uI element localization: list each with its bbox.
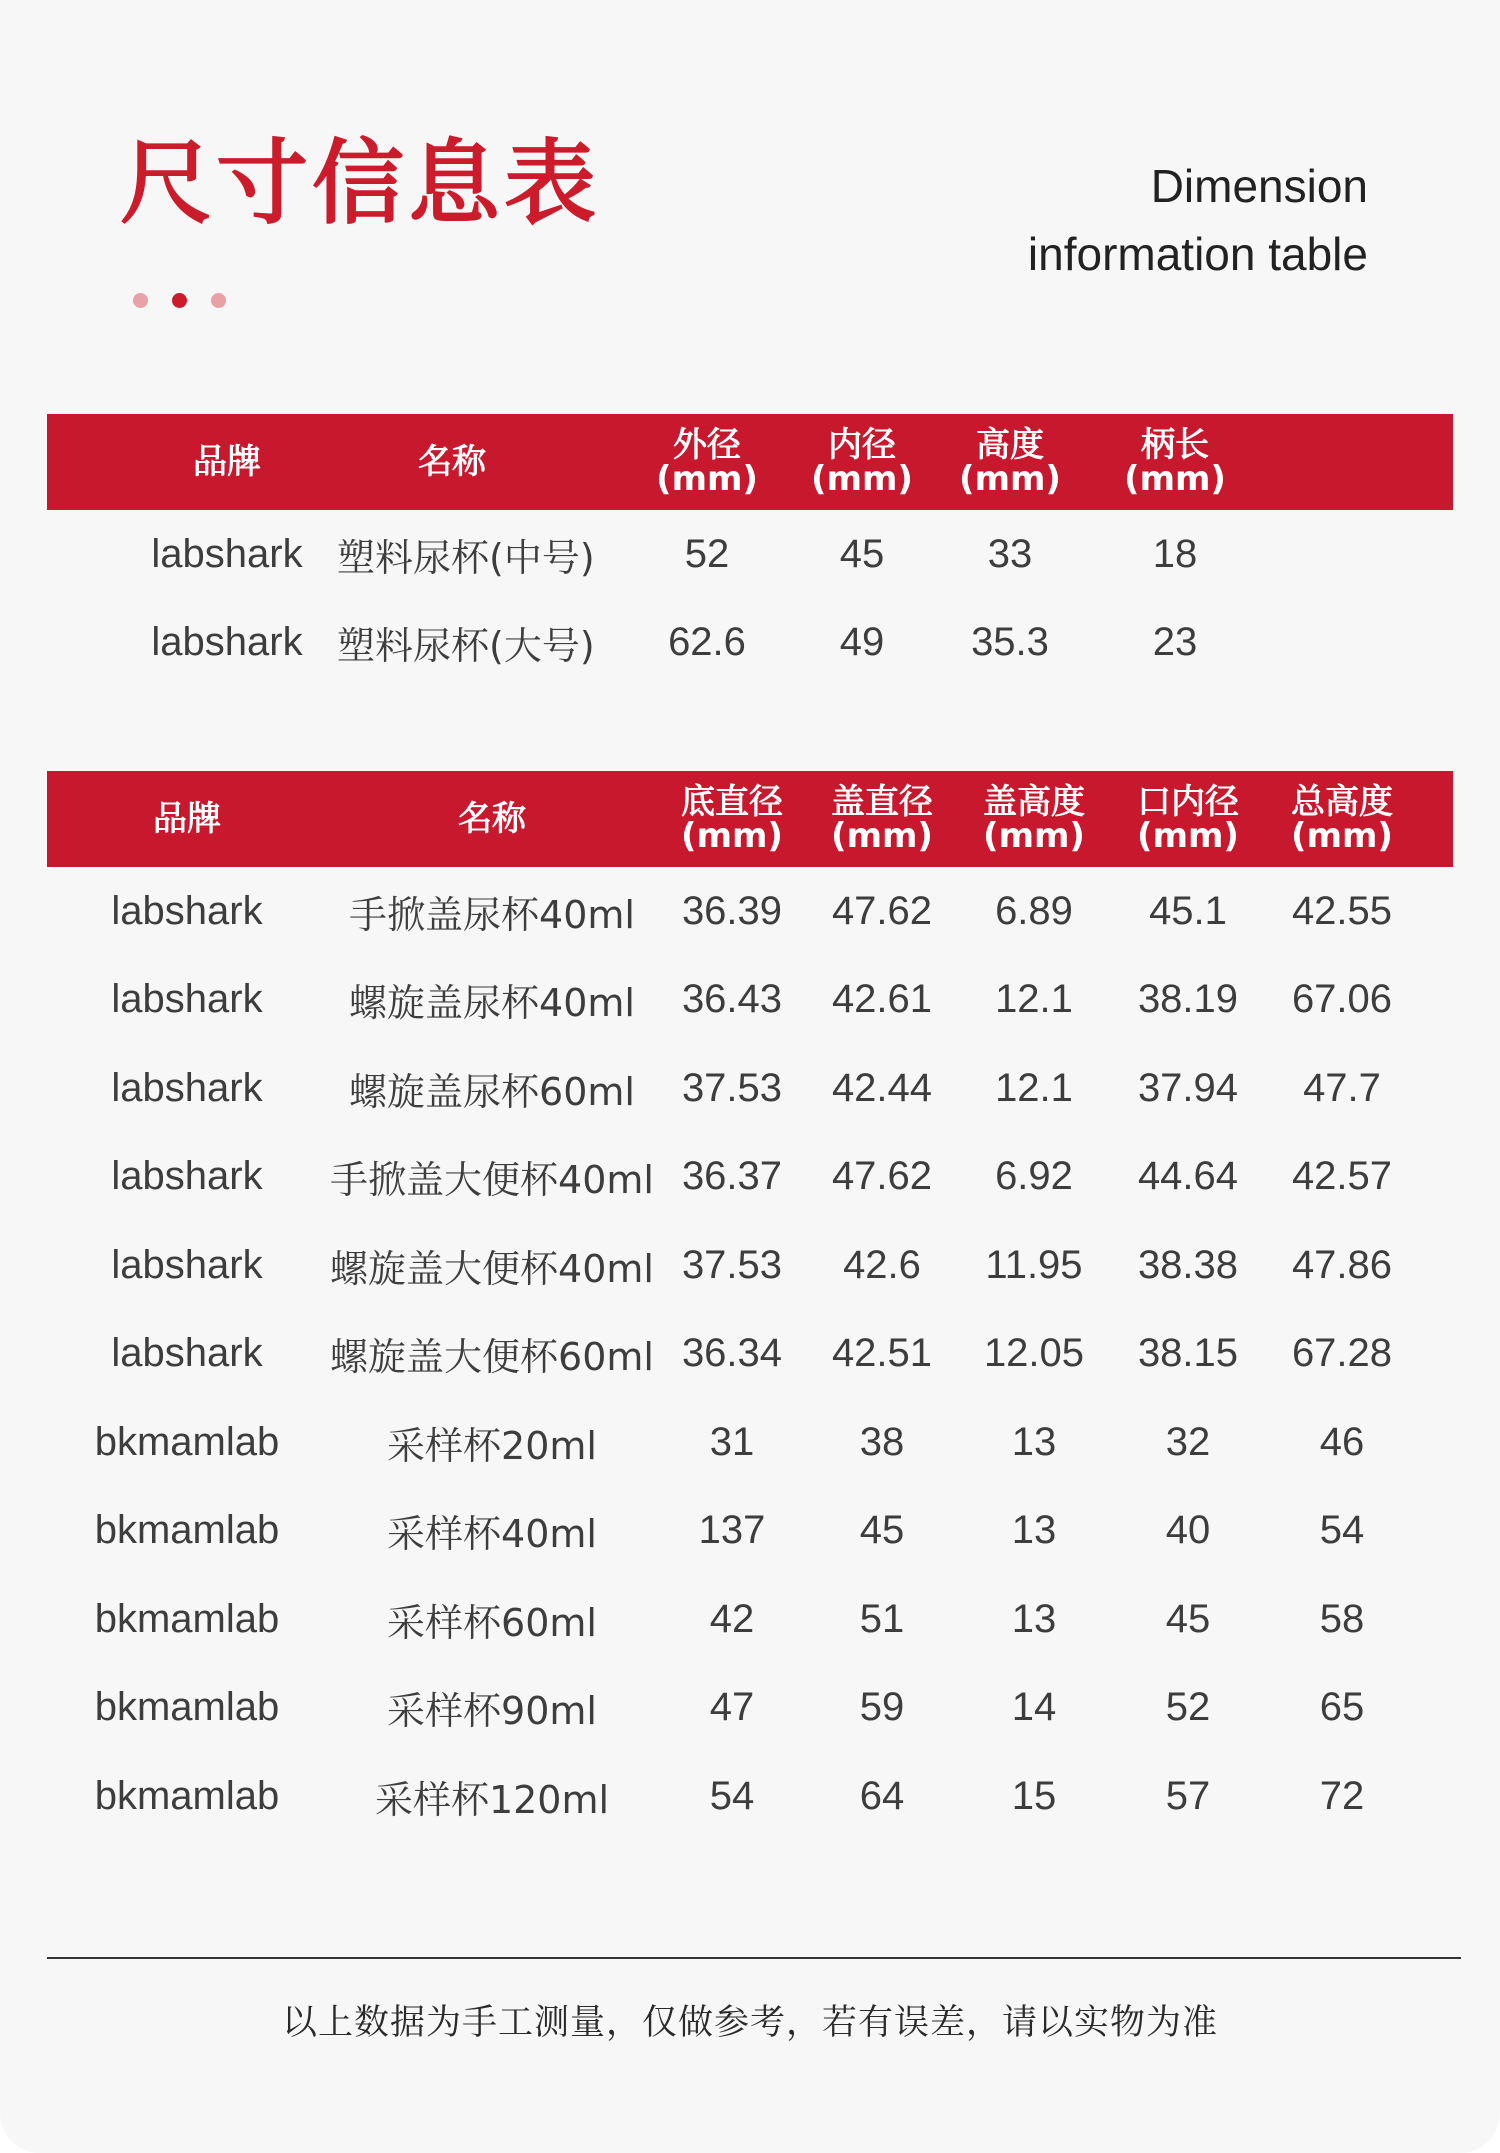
cell-value: 67.28 — [1291, 1331, 1393, 1376]
header-cell-lid-height: 盖高度 (mm) — [983, 782, 1085, 856]
cell-name: 塑料尿杯(中号) — [337, 535, 595, 580]
cell-brand: bkmamlab — [94, 1685, 280, 1730]
cell-value: 42.6 — [843, 1242, 921, 1287]
header-cell-brand: 品牌 — [193, 442, 261, 482]
cell-value: 45 — [1165, 1596, 1211, 1641]
dimension-table-2 — [47, 771, 1453, 1841]
cell-name: 手掀盖大便杯40ml — [330, 1158, 654, 1203]
cell-value: 58 — [1319, 1596, 1365, 1641]
cell-value: 72 — [1319, 1773, 1365, 1818]
cell-value: 13 — [1011, 1596, 1057, 1641]
cell-value: 137 — [698, 1508, 766, 1553]
cell-value: 11.95 — [985, 1242, 1083, 1287]
cell-value: 42.57 — [1291, 1154, 1393, 1199]
cell-value: 31 — [709, 1419, 755, 1464]
cell-brand: labshark — [111, 888, 263, 933]
header-cell-handle-length: 柄长 (mm) — [1124, 425, 1226, 499]
cell-brand: bkmamlab — [94, 1596, 280, 1641]
cell-value: 62.6 — [668, 620, 746, 665]
cell-value: 47.86 — [1291, 1242, 1393, 1287]
cell-brand: labshark — [151, 531, 303, 576]
cell-value: 67.06 — [1291, 977, 1393, 1022]
dot-icon-active — [172, 293, 187, 308]
cell-value: 65 — [1319, 1685, 1365, 1730]
cell-value: 6.89 — [995, 888, 1073, 933]
cell-brand: labshark — [111, 1154, 263, 1199]
divider — [47, 1957, 1461, 1959]
cell-value: 47.62 — [831, 1154, 933, 1199]
page-title: 尺寸信息表 — [120, 130, 601, 237]
cell-value: 6.92 — [995, 1154, 1073, 1199]
table-row — [47, 510, 1453, 599]
table-row — [47, 1398, 1453, 1487]
subtitle-line-1: Dimension — [1150, 160, 1368, 212]
table-row — [47, 1752, 1453, 1841]
cell-value: 36.34 — [681, 1331, 783, 1376]
page-subtitle — [1028, 152, 1368, 288]
header-cell-mouth-diameter: 口内径 (mm) — [1137, 782, 1239, 856]
cell-name: 螺旋盖尿杯60ml — [349, 1069, 635, 1114]
cell-value: 54 — [1319, 1508, 1365, 1553]
cell-value: 44.64 — [1137, 1154, 1239, 1199]
dot-icon — [133, 293, 148, 308]
cell-value: 36.43 — [681, 977, 783, 1022]
table-row — [47, 1310, 1453, 1399]
cell-value: 38 — [859, 1419, 905, 1464]
cell-value: 12.1 — [995, 977, 1073, 1022]
cell-value: 42.51 — [831, 1331, 933, 1376]
table-row — [47, 1575, 1453, 1664]
cell-value: 64 — [859, 1773, 905, 1818]
header-cell-height: 高度 (mm) — [959, 425, 1061, 499]
cell-brand: labshark — [151, 620, 303, 665]
cell-brand: labshark — [111, 1331, 263, 1376]
subtitle-line-2: information table — [1027, 228, 1368, 280]
table-row — [47, 867, 1453, 956]
footnote: 以上数据为手工测量，仅做参考，若有误差，请以实物为准 — [281, 2003, 1218, 2043]
cell-value: 15 — [1011, 1773, 1057, 1818]
cell-value: 46 — [1319, 1419, 1365, 1464]
cell-name: 采样杯120ml — [374, 1777, 610, 1822]
cell-value: 49 — [839, 620, 885, 665]
cell-name: 采样杯90ml — [387, 1689, 597, 1734]
table-header — [47, 771, 1453, 867]
cell-value: 45 — [839, 531, 885, 576]
cell-value: 37.53 — [681, 1065, 783, 1110]
header-cell-total-height: 总高度 (mm) — [1291, 782, 1393, 856]
cell-value: 42 — [709, 1596, 755, 1641]
header-cell-lid-diameter: 盖直径 (mm) — [831, 782, 933, 856]
table-row — [47, 956, 1453, 1045]
cell-value: 51 — [859, 1596, 905, 1641]
table-row — [47, 599, 1453, 688]
cell-value: 13 — [1011, 1508, 1057, 1553]
cell-brand: labshark — [111, 1242, 263, 1287]
cell-value: 47 — [709, 1685, 755, 1730]
cell-value: 37.53 — [681, 1242, 783, 1287]
cell-value: 40 — [1165, 1508, 1211, 1553]
cell-value: 47.62 — [831, 888, 933, 933]
cell-value: 36.39 — [681, 888, 783, 933]
table-row — [47, 1664, 1453, 1753]
cell-name: 采样杯60ml — [387, 1600, 597, 1645]
cell-value: 37.94 — [1137, 1065, 1239, 1110]
cell-value: 36.37 — [681, 1154, 783, 1199]
cell-value: 33 — [987, 531, 1033, 576]
cell-value: 42.61 — [831, 977, 933, 1022]
cell-value: 52 — [1165, 1685, 1211, 1730]
cell-brand: bkmamlab — [94, 1773, 280, 1818]
cell-name: 螺旋盖大便杯40ml — [330, 1246, 654, 1291]
cell-value: 52 — [684, 531, 730, 576]
cell-value: 59 — [859, 1685, 905, 1730]
cell-value: 57 — [1165, 1773, 1211, 1818]
cell-value: 54 — [709, 1773, 755, 1818]
cell-value: 42.55 — [1291, 888, 1393, 933]
dot-icon — [211, 293, 226, 308]
table-header — [47, 414, 1453, 510]
cell-value: 12.1 — [995, 1065, 1073, 1110]
table-row — [47, 1044, 1453, 1133]
header-cell-inner-diameter: 内径 (mm) — [811, 425, 913, 499]
cell-name: 手掀盖尿杯40ml — [349, 892, 635, 937]
cell-value: 32 — [1165, 1419, 1211, 1464]
decorative-dots — [133, 293, 226, 308]
cell-name: 采样杯40ml — [387, 1512, 597, 1557]
header-cell-outer-diameter: 外径 (mm) — [656, 425, 758, 499]
table-row — [47, 1133, 1453, 1222]
table-body — [47, 867, 1453, 1841]
cell-value: 38.15 — [1137, 1331, 1239, 1376]
cell-value: 38.19 — [1137, 977, 1239, 1022]
cell-value: 14 — [1011, 1685, 1057, 1730]
cell-brand: labshark — [111, 1065, 263, 1110]
table-row — [47, 1487, 1453, 1576]
cell-value: 45.1 — [1149, 888, 1227, 933]
table-row — [47, 1221, 1453, 1310]
cell-value: 47.7 — [1303, 1065, 1381, 1110]
header-cell-name: 名称 — [458, 799, 526, 839]
cell-brand: labshark — [111, 977, 263, 1022]
cell-value: 38.38 — [1137, 1242, 1239, 1287]
cell-name: 螺旋盖尿杯40ml — [349, 981, 635, 1026]
cell-name: 塑料尿杯(大号) — [337, 624, 595, 669]
cell-value: 42.44 — [831, 1065, 933, 1110]
dimension-table-1 — [47, 414, 1453, 687]
cell-brand: bkmamlab — [94, 1419, 280, 1464]
cell-name: 采样杯20ml — [387, 1423, 597, 1468]
cell-value: 12.05 — [983, 1331, 1085, 1376]
cell-value: 13 — [1011, 1419, 1057, 1464]
header-cell-brand: 品牌 — [153, 799, 221, 839]
cell-brand: bkmamlab — [94, 1508, 280, 1553]
cell-value: 23 — [1152, 620, 1198, 665]
header-cell-base-diameter: 底直径 (mm) — [681, 782, 783, 856]
cell-name: 螺旋盖大便杯60ml — [330, 1335, 654, 1380]
header-cell-name: 名称 — [418, 442, 486, 482]
cell-value: 45 — [859, 1508, 905, 1553]
cell-value: 18 — [1152, 531, 1198, 576]
cell-value: 35.3 — [971, 620, 1049, 665]
